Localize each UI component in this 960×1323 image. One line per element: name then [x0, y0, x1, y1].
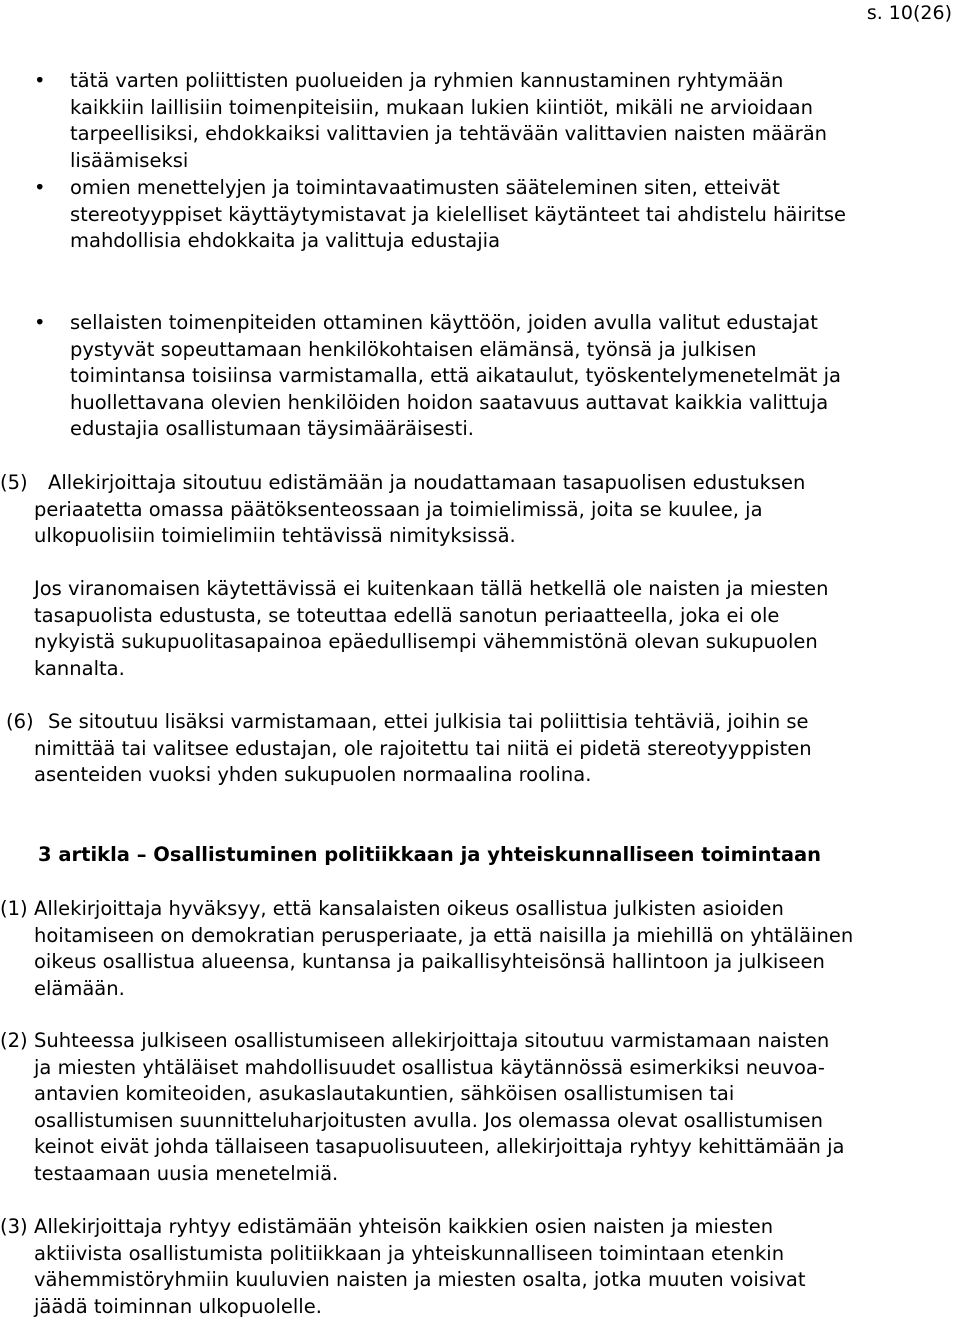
text-line: hoitamiseen on demokratian perusperiaate, ja että naisilla ja miehillä on yhtäläinen — [34, 923, 854, 947]
text-line: tätä varten poliittisten puolueiden ja ryhmien kannustaminen ryhtymään — [70, 69, 784, 92]
text-line: periaatetta omassa päätöksenteossaan ja toimielimissä, joita se kuulee, ja — [34, 497, 763, 521]
bullet-item — [34, 68, 960, 174]
text-line: asenteiden vuoksi yhden sukupuolen normaalina roolina. — [34, 763, 592, 786]
text-line: vähemmistöryhmiin kuuluvien naisten ja miesten osalta, jotka muuten voisivat — [34, 1268, 806, 1291]
text-line: Allekirjoittaja hyväksyy, että kansalaisten oikeus osallistua julkisten asioiden — [34, 897, 784, 920]
paragraph-number: (6) — [6, 710, 34, 733]
text-line: jäädä toiminnan ulkopuolelle. — [34, 1294, 322, 1318]
numbered-paragraph-3 — [0, 1214, 960, 1320]
text-line: nykyistä sukupuolitasapainoa epäedullisempi vähemmistönä olevan sukupuolen — [34, 630, 818, 653]
text-line: huollettavana olevien henkilöiden hoidon saatavuus auttavat kaikkia valittuja — [70, 390, 829, 414]
paragraph — [34, 576, 960, 682]
text-line: Suhteessa julkiseen osallistumiseen allekirjoittaja sitoutuu varmistamaan naisten — [34, 1029, 830, 1052]
text-line: tarpeellisiksi, ehdokkaiksi valittavien ja tehtävään valittavien naisten määrän — [70, 122, 828, 145]
paragraph-number: (1) — [0, 897, 28, 920]
paragraph-number: (2) — [0, 1029, 28, 1052]
text-line: osallistumisen suunnitteluharjoitusten avulla. Jos olemassa olevat osallistumisen — [34, 1108, 824, 1132]
numbered-paragraph-2 — [0, 1028, 960, 1187]
numbered-paragraph-1 — [0, 896, 960, 1002]
page-number: s. 10(26) — [866, 2, 952, 24]
text-line: kannalta. — [34, 656, 125, 680]
text-line: toimintansa toisiinsa varmistamalla, että aikataulut, työskentelymenetelmät ja — [70, 364, 842, 387]
text-line: ulkopuolisiin toimielimiin tehtävissä nimityksissä. — [34, 524, 516, 547]
text-line: tasapuolista edustusta, se toteuttaa edellä sanotun periaatteella, joka ei ole — [34, 603, 780, 627]
text-line: Allekirjoittaja ryhtyy edistämään yhteisön kaikkien osien naisten ja miesten — [34, 1215, 774, 1238]
text-line: omien menettelyjen ja toimintavaatimusten sääteleminen siten, etteivät — [70, 176, 780, 199]
text-line: pystyvät sopeuttamaan henkilökohtaisen elämänsä, työnsä ja julkisen — [70, 337, 757, 361]
text-line: aktiivista osallistumista politiikkaan ja yhteiskunnalliseen toimintaan etenkin — [34, 1241, 785, 1265]
text-line: mahdollisia ehdokkaita ja valittuja edustajia — [70, 229, 501, 252]
bullet-item — [34, 310, 960, 443]
paragraph-number: (3) — [0, 1215, 28, 1238]
text-line: Se sitoutuu lisäksi varmistamaan, ettei julkisia tai poliittisia tehtäviä, joihin se — [48, 710, 809, 733]
text-line: Allekirjoittaja sitoutuu edistämään ja noudattamaan tasapuolisen edustuksen — [48, 471, 806, 494]
text-line: kaikkiin laillisiin toimenpiteisiin, mukaan lukien kiintiöt, mikäli ne arvioidaan — [70, 95, 813, 119]
text-line: edustajia osallistumaan täysimääräisesti. — [70, 417, 474, 440]
text-line: nimittää tai valitsee edustajan, ole rajoitettu tai niitä ei pidetä stereotyyppisten — [34, 736, 812, 760]
text-line: keinot eivät johda tällaiseen tasapuolisuuteen, allekirjoittaja ryhtyy kehittämään ja — [34, 1135, 845, 1158]
paragraph-number: (5) — [0, 471, 28, 494]
text-line: ja miesten yhtäläiset mahdollisuudet osallistua käytännössä esimerkiksi neuvoa- — [34, 1055, 825, 1079]
text-line: stereotyyppiset käyttäytymistavat ja kielelliset käytänteet tai ahdistelu häiritse — [70, 202, 847, 226]
bullet-icon: • — [34, 69, 46, 92]
article-heading: 3 artikla – Osallistuminen politiikkaan ja yhteiskunnalliseen toimintaan — [38, 843, 822, 866]
numbered-paragraph-6 — [6, 709, 960, 789]
bullet-icon: • — [34, 176, 46, 199]
bullet-item — [34, 175, 960, 255]
text-line: lisäämiseksi — [70, 148, 189, 172]
text-line: elämään. — [34, 976, 125, 1000]
text-line: testaamaan uusia menetelmiä. — [34, 1161, 339, 1185]
text-line: oikeus osallistua alueensa, kuntansa ja paikallisyhteisönsä hallintoon ja julkiseen — [34, 950, 825, 973]
bullet-icon: • — [34, 311, 46, 334]
text-line: sellaisten toimenpiteiden ottaminen käyttöön, joiden avulla valitut edustajat — [70, 311, 818, 334]
text-line: Jos viranomaisen käytettävissä ei kuitenkaan tällä hetkellä ole naisten ja miesten — [34, 577, 829, 600]
text-line: antavien komiteoiden, asukaslautakuntien, sähköisen osallistumisen tai — [34, 1082, 735, 1105]
numbered-paragraph-5 — [0, 470, 960, 550]
